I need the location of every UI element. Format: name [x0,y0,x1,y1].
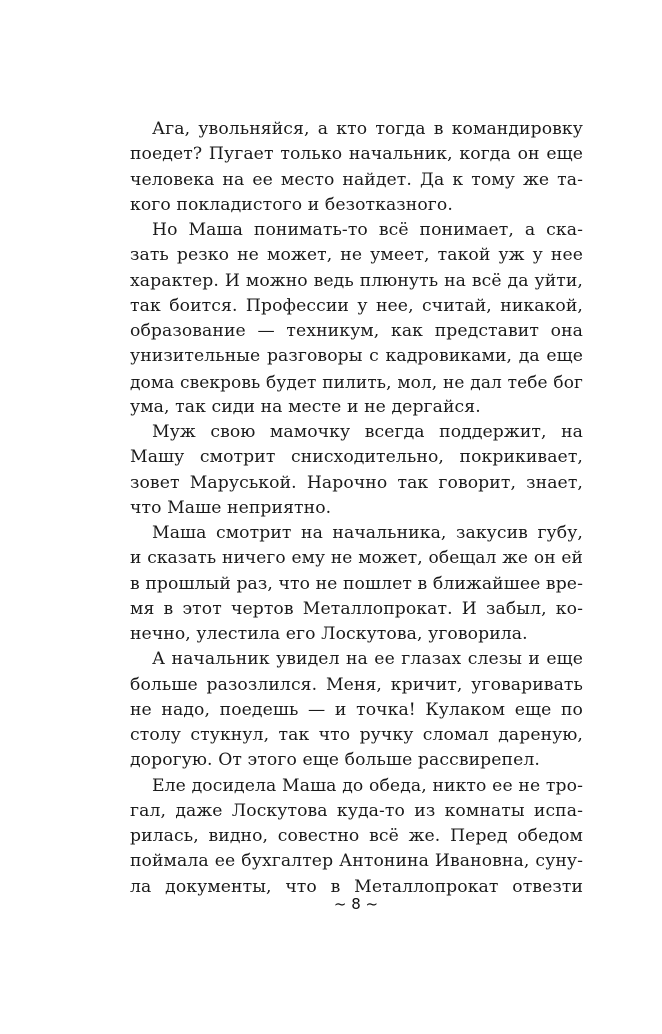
text-line: и сказать ничего ему не может, обещал же он ей [130,548,583,569]
text-line: зать резко не может, не умеет, такой уж у нее [130,245,583,266]
text-line: рилась, видно, совестно всё же. Перед обедом [130,826,583,846]
text-line: гал, даже Лоскутова куда-то из комнаты испа- [130,800,583,821]
paragraph-first-line: Но Маша понимать-то всё понимает, а ска- [152,220,583,240]
text-line: ла документы, что в Металлопрокат отвезти [130,876,583,897]
text-line: унизительные разговоры с кадровиками, да еще [130,346,583,367]
text-line: столу стукнул, так что ручку сломал дареную, [130,725,583,745]
text-line: больше разозлился. Меня, кричит, уговаривать [130,674,583,695]
text-line: ума, так сиди на месте и не дергайся. [130,396,481,417]
paragraph-first-line: Еле досидела Маша до обеда, никто ее не тро- [152,775,583,796]
text-line: кого покладистого и безотказного. [130,194,453,215]
text-line: нечно, улестила его Лоскутова, уговорила. [130,624,528,644]
text-line: характер. И можно ведь плюнуть на всё да уйти, [130,270,583,291]
text-line: в прошлый раз, что не пошлет в ближайшее вре- [130,573,583,594]
text-line: Машу смотрит снисходительно, покрикивает, [130,447,583,468]
text-line: зовет Маруськой. Нарочно так говорит, знает, [130,472,583,493]
page-number: ~ 8 ~ [333,895,379,913]
paragraph-first-line: Маша смотрит на начальника, закусив губу, [152,523,583,543]
text-line: дома свекровь будет пилить, мол, не дал тебе бог [130,371,583,392]
text-line: так боится. Профессии у нее, считай, никакой, [130,295,583,316]
text-line: поймала ее бухгалтер Антонина Ивановна, суну- [130,851,583,872]
paragraph-first-line: А начальник увидел на ее глазах слезы и еще [152,649,583,670]
paragraph-first-line: Ага, увольняйся, а кто тогда в командировку [152,119,583,139]
paragraph-first-line: Муж свою мамочку всегда поддержит, на [152,422,583,442]
text-line: поедет? Пугает только начальник, когда он еще [130,144,583,165]
text-line: мя в этот чертов Металлопрокат. И забыл, ко- [130,598,583,619]
text-line: человека на ее место найдет. Да к тому же та- [130,169,583,190]
text-line: что Маше неприятно. [130,497,332,518]
body-text [130,117,583,900]
text-line: дорогую. От этого еще больше рассвирепел. [130,750,540,771]
text-line: образование — техникум, как представит она [130,321,583,341]
text-line: не надо, поедешь — и точка! Кулаком еще по [130,699,583,720]
